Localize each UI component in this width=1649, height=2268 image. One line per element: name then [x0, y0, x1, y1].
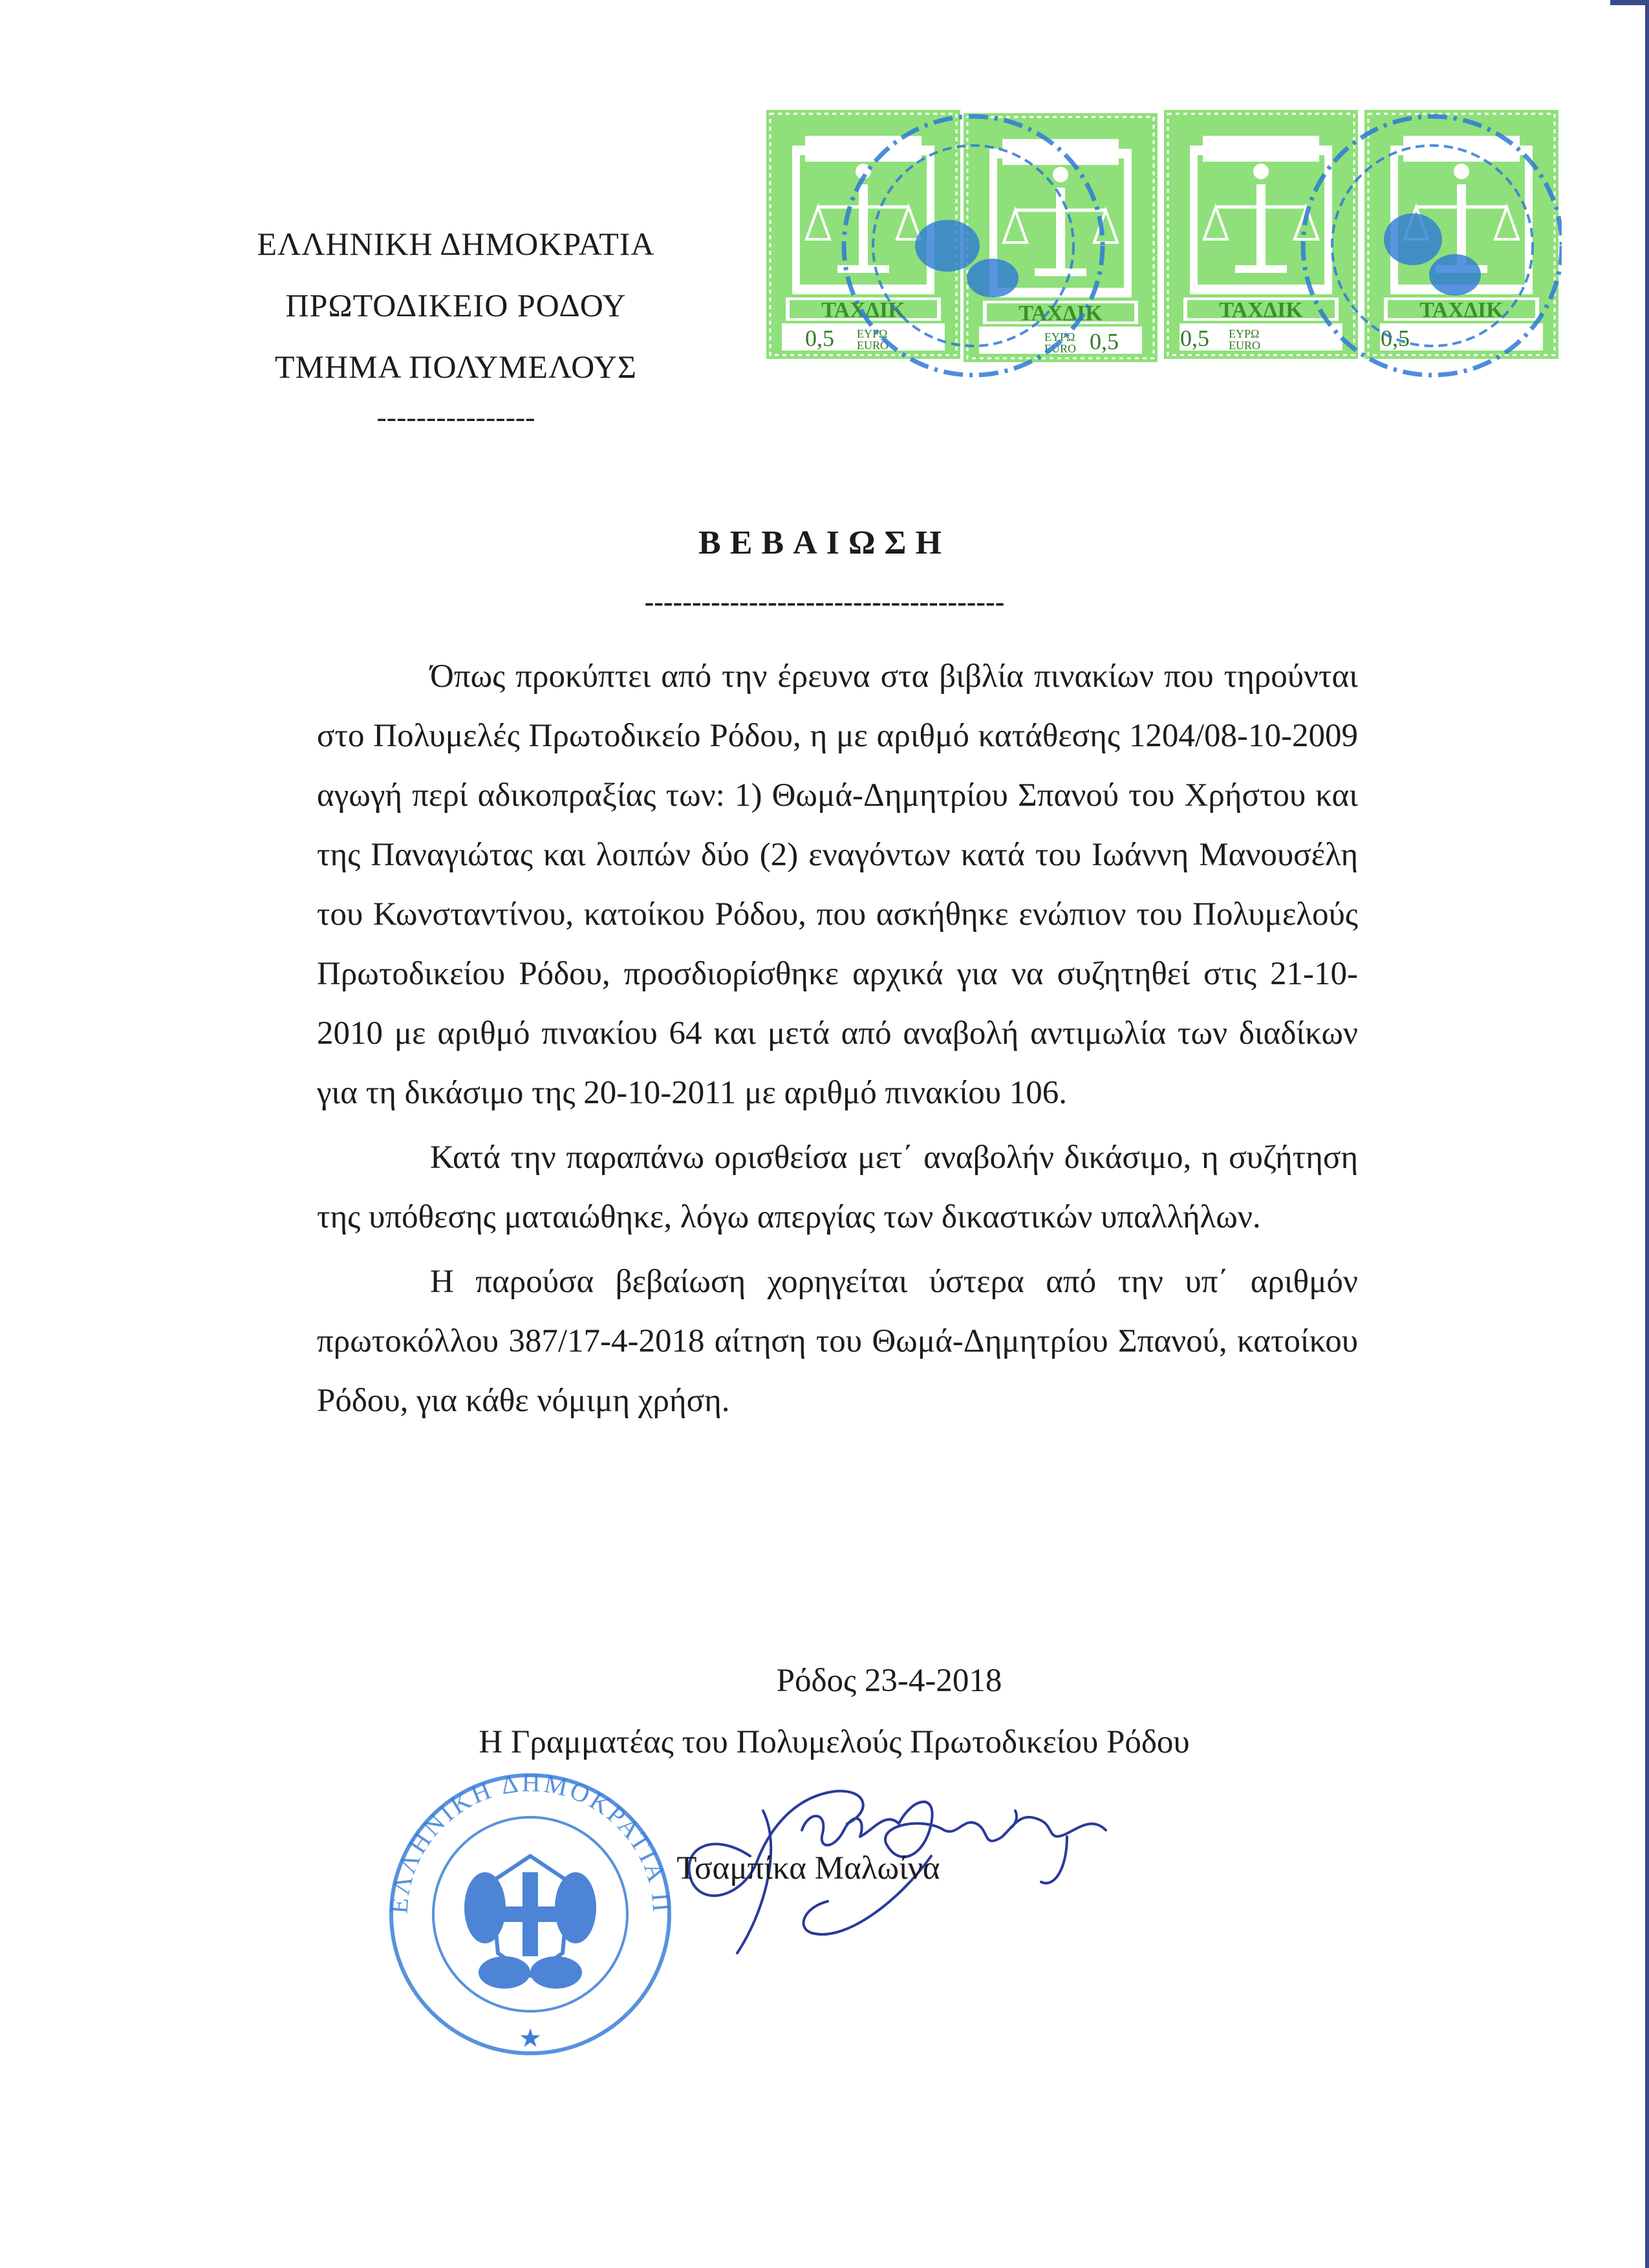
court-seal-graphic [362, 1759, 698, 2057]
header-division: ΤΜΗΜΑ ΠΟΛΥΜΕΛΟΥΣ [274, 349, 638, 385]
place-date: Ρόδος 23-4-2018 [776, 1663, 1002, 1699]
stamp-currency-gr-2: ΕΥΡΩ [1044, 330, 1075, 343]
stamp-label-2: ΤΑΧΔΙΚ [1018, 301, 1103, 325]
revenue-stamps [760, 103, 1562, 427]
scan-page-corner [1610, 0, 1649, 5]
title-underline: -------------------------------------- [644, 586, 1005, 618]
revenue-stamps-graphic [760, 103, 1562, 427]
seal-star-icon: ★ [519, 2024, 542, 2053]
court-seal-text: ΕΛΛΗΝΙΚΗ ΔΗΜΟΚΡΑΤΙΑ Π [383, 1767, 677, 1916]
header-court: ΠΡΩΤΟΔΙΚΕΙΟ ΡΟΔΟΥ [285, 287, 627, 323]
document-body [317, 647, 1358, 1431]
svg-text:ΕΛΛΗΝΙΚΗ ΔΗΜΟΚΡΑΤΙΑ ΠΡΩΤΟΔΙΚΕΙ [362, 1759, 677, 1916]
stamp-currency-en-1: EURO [857, 339, 889, 352]
stamp-label-3: ΤΑΧΔΙΚ [1219, 298, 1303, 322]
stamp-label-4: ΤΑΧΔΙΚ [1419, 298, 1503, 322]
stamp-value-4: 0,5 [1381, 325, 1410, 351]
body-paragraph-3: Η παρούσα βεβαίωση χορηγείται ύστερα από την υπ΄ αριθμόν πρωτοκόλλου 387/17-4-2018 αίτηση του Θωμά-Δημητρίου Σπανού, κατοίκου Ρόδου, για κάθε νόμιμη χρήση. [317, 1264, 1358, 1419]
document-title: ΒΕΒΑΙΩΣΗ [698, 524, 951, 561]
stamp-currency-gr-3: ΕΥΡΩ [1229, 327, 1260, 340]
court-seal [362, 1759, 698, 2057]
stamp-value-1: 0,5 [805, 325, 834, 351]
stamp-value-3: 0,5 [1180, 325, 1209, 351]
stamp-value-2: 0,5 [1090, 329, 1119, 354]
header-state: ΕΛΛΗΝΙΚΗ ΔΗΜΟΚΡΑΤΙΑ [257, 226, 655, 262]
clerk-role: Η Γραμματέας του Πολυμελούς Πρωτοδικείου Ρόδου [479, 1724, 1190, 1760]
stamp-currency-en-2: EURO [1044, 342, 1076, 355]
stamp-currency-gr-1: ΕΥΡΩ [857, 327, 888, 340]
body-paragraph-2: Κατά την παραπάνω ορισθείσα μετ΄ αναβολήν δικάσιμο, η συζήτηση της υπόθεσης ματαιώθηκε, λόγω απεργίας των δικαστικών υπαλλήλων. [317, 1139, 1358, 1235]
header-separator: ---------------- [376, 400, 535, 433]
scan-page-edge [1645, 0, 1649, 2268]
stamp-label-1: ΤΑΧΔΙΚ [821, 298, 905, 322]
body-paragraph-1: Όπως προκύπτει από την έρευνα στα βιβλία πινακίων που τηρούνται στο Πολυμελές Πρωτοδικείο Ρόδου, η με αριθμό κατάθεσης 1204/08-10-2009 αγωγή περί αδικοπραξίας των: 1) Θωμά-Δημητρίου Σπανού του Χρήστου και της Παναγιώτας και λοιπών δύο (2) εναγόντων κατά του Ιωάννη Μανουσέλη του Κωνσταντίνου, κατοίκου Ρόδου, που ασκήθηκε ενώπιον του Πολυμελούς Πρωτοδικείου Ρόδου, προσδιορίσθηκε αρχικά για να συζητηθεί στις 21-10-2010 με αριθμό πινακίου 64 και μετά από αναβολή αντιμωλία των διαδίκων για τη δικάσιμο της 20-10-2011 με αριθμό πινακίου 106. [317, 658, 1358, 1111]
clerk-name: Τσαμπίκα Μαλωίνα [676, 1850, 940, 1886]
document-header [246, 213, 666, 433]
stamp-currency-en-3: EURO [1229, 339, 1260, 352]
